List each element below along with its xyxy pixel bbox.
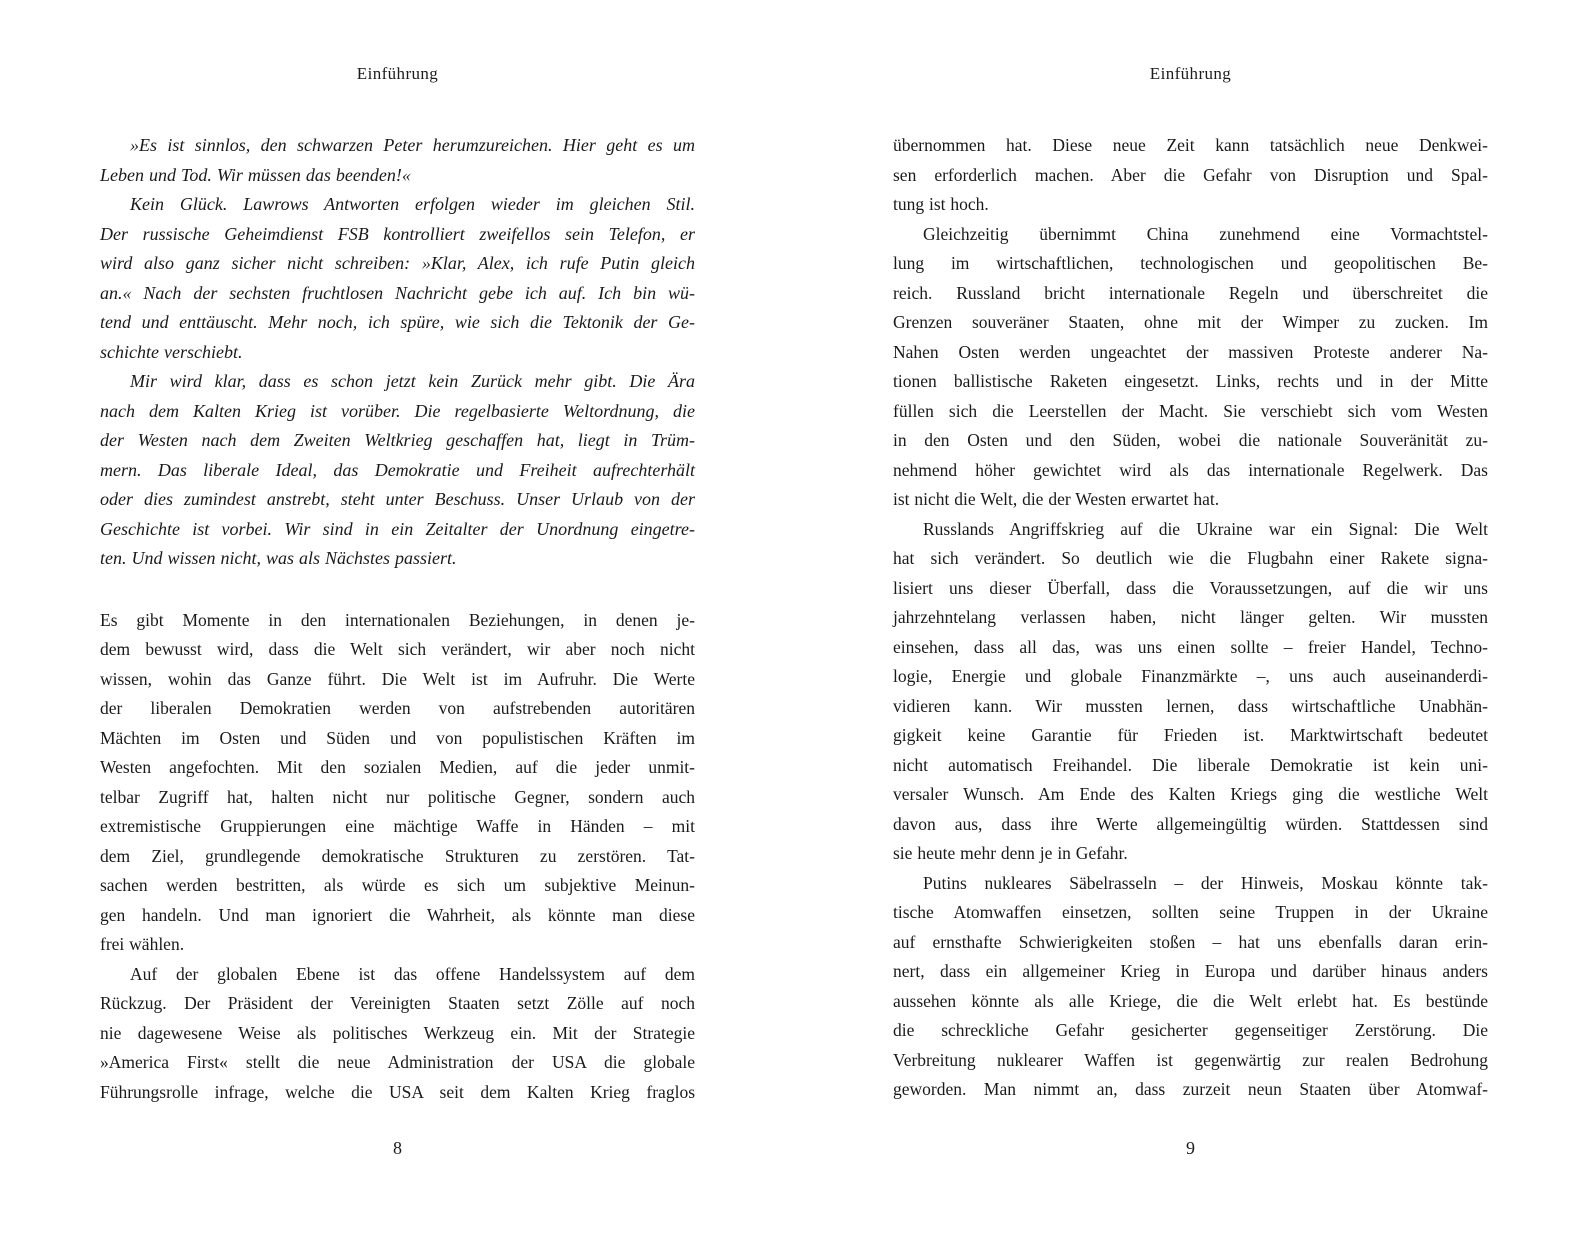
text-line: tend und enttäuscht. Mehr noch, ich spüre, wie sich die Tektonik der Ge- [100,312,695,332]
text-line: Nahen Osten werden ungeachtet der massiven Proteste anderer Na- [893,341,1488,362]
text-line: mern. Das liberale Ideal, das Demokratie und Freiheit aufrechterhält [100,459,695,480]
text-line: in den Osten und den Süden, wobei die nationale Souveränität zu- [893,430,1488,450]
page-body-right [893,131,1488,1105]
text-line: der liberalen Demokratien werden von aufstrebenden autoritären [100,698,695,718]
text-line: nert, dass ein allgemeiner Krieg in Europa und darüber hinaus anders [893,961,1488,981]
text-line: Gleichzeitig übernimmt China zunehmend eine Vormachtstel- [923,223,1488,244]
text-line: dem bewusst wird, dass die Welt sich verändert, wir aber noch nicht [100,639,695,659]
text-line: sachen werden bestritten, als würde es sich um subjektive Meinun- [100,875,695,895]
paragraph [100,606,695,960]
page-body-left [100,131,695,1107]
paragraph [893,131,1488,220]
page-right [893,0,1488,1240]
text-line: nehmend höher gewichtet wird als das internationale Regelwerk. Das [893,459,1488,480]
text-line: ten. Und wissen nicht, was als Nächstes passiert. [100,548,457,568]
page-number-right: 9 [1186,1138,1195,1158]
text-line: sie heute mehr denn je in Gefahr. [893,843,1128,863]
text-line: gen handeln. Und man ignoriert die Wahrheit, als könnte man diese [100,904,695,925]
text-line: Auf der globalen Ebene ist das offene Handelssystem auf dem [130,963,695,984]
text-line: hat sich verändert. So deutlich wie die Flugbahn einer Rakete signa- [893,548,1488,568]
text-line: Verbreitung nuklearer Waffen ist gegenwärtig zur realen Bedrohung [893,1049,1488,1070]
text-line: tionen ballistische Raketen eingesetzt. Links, rechts und in der Mitte [893,371,1488,391]
text-line: vidieren kann. Wir mussten lernen, dass wirtschaftliche Unabhän- [893,695,1488,716]
text-line: lung im wirtschaftlichen, technologischen und geopolitischen Be- [893,253,1488,273]
paragraph [100,131,695,190]
text-line: versaler Wunsch. Am Ende des Kalten Kriegs ging die westliche Welt [893,784,1488,804]
text-line: einsehen, dass all das, was uns einen sollte – freier Handel, Techno- [893,636,1488,657]
text-line: Grenzen souveräner Staaten, ohne mit der Wimper zu zucken. Im [893,312,1488,332]
page-number-left: 8 [393,1138,402,1158]
text-line: extremistische Gruppierungen eine mächtige Waffe in Händen – mit [100,816,695,836]
text-line: »Es ist sinnlos, den schwarzen Peter herumzureichen. Hier geht es um [130,135,695,155]
text-line: übernommen hat. Diese neue Zeit kann tatsächlich neue Denkwei- [893,135,1488,155]
paragraph [100,190,695,367]
paragraph [100,960,695,1108]
text-line: gigkeit keine Garantie für Frieden ist. Marktwirtschaft bedeutet [893,725,1488,745]
text-line: logie, Energie und globale Finanzmärkte –, uns auch auseinanderdi- [893,666,1488,686]
text-line: Führungsrolle infrage, welche die USA seit dem Kalten Krieg fraglos [100,1081,695,1102]
text-line: ist nicht die Welt, die der Westen erwartet hat. [893,489,1220,509]
text-line: oder dies zumindest anstrebt, steht unter Beschuss. Unser Urlaub von der [100,489,695,509]
text-line: Es gibt Momente in den internationalen Beziehungen, in denen je- [100,609,695,630]
text-line: an.« Nach der sechsten fruchtlosen Nachricht gebe ich auf. Ich bin wü- [100,282,695,303]
text-line: jahrzehntelang verlassen haben, nicht länger gelten. Wir mussten [893,607,1488,627]
text-line: der Westen nach dem Zweiten Weltkrieg geschaffen hat, liegt in Trüm- [100,430,695,450]
text-line: schichte verschiebt. [100,341,243,362]
text-line: sen erforderlich machen. Aber die Gefahr von Disruption und Spal- [893,164,1488,185]
text-line: reich. Russland bricht internationale Regeln und überschreitet die [893,282,1488,303]
text-line: Westen angefochten. Mit den sozialen Medien, auf die jeder unmit- [100,757,695,777]
text-line: nie dagewesene Weise als politisches Werkzeug ein. Mit der Strategie [100,1022,695,1043]
text-line: aussehen könnte als alle Kriege, die die Welt erlebt hat. Es bestünde [893,990,1488,1011]
text-line: Rückzug. Der Präsident der Vereinigten Staaten setzt Zölle auf noch [100,993,695,1013]
text-line: Putins nukleares Säbelrasseln – der Hinweis, Moskau könnte tak- [923,872,1488,893]
text-line: Kein Glück. Lawrows Antworten erfolgen wieder im gleichen Stil. [130,194,695,214]
text-line: Mir wird klar, dass es schon jetzt kein Zurück mehr gibt. Die Ära [130,371,695,391]
text-line: auf ernsthafte Schwierigkeiten stoßen – hat uns ebenfalls daran erin- [893,931,1488,952]
text-line: Leben und Tod. Wir müssen das beenden!« [100,164,411,185]
paragraph [893,515,1488,869]
running-header-right: Einführung [1149,64,1232,83]
text-line: dem Ziel, grundlegende demokratische Strukturen zu zerstören. Tat- [100,845,695,866]
page-left [100,0,695,1240]
text-line: Mächten im Osten und Süden und von populistischen Kräften im [100,727,695,748]
text-line: wird also ganz sicher nicht schreiben: »Klar, Alex, ich rufe Putin gleich [100,253,695,273]
text-line: telbar Zugriff hat, halten nicht nur politische Gegner, sondern auch [100,786,695,807]
text-line: lisiert uns dieser Überfall, dass die Voraussetzungen, auf die wir uns [893,577,1488,598]
text-line: füllen sich die Leerstellen der Macht. Sie verschiebt sich vom Westen [893,400,1488,421]
text-line: davon aus, dass ihre Werte allgemeingültig würden. Stattdessen sind [893,813,1488,834]
text-line: nach dem Kalten Krieg ist vorüber. Die regelbasierte Weltordnung, die [100,400,695,421]
paragraph [893,869,1488,1105]
text-line: frei wählen. [100,934,185,954]
text-line: die schreckliche Gefahr gesicherter gegenseitiger Zerstörung. Die [893,1020,1488,1040]
text-line: Der russische Geheimdienst FSB kontrolliert zweifellos sein Telefon, er [100,223,695,244]
paragraph [893,220,1488,515]
text-line: tung ist hoch. [893,194,989,214]
text-line: »America First« stellt die neue Administration der USA die globale [100,1052,695,1072]
text-line: wissen, wohin das Ganze führt. Die Welt ist im Aufruhr. Die Werte [100,668,695,689]
text-line: tische Atomwaffen einsetzen, sollten seine Truppen in der Ukraine [893,902,1488,922]
text-line: Geschichte ist vorbei. Wir sind in ein Zeitalter der Unordnung eingetre- [100,518,695,539]
text-line: Russlands Angriffskrieg auf die Ukraine war ein Signal: Die Welt [923,518,1488,539]
running-header-left: Einführung [356,64,439,83]
text-line: geworden. Man nimmt an, dass zurzeit neun Staaten über Atomwaf- [893,1079,1488,1099]
paragraph [100,367,695,574]
text-line: nicht automatisch Freihandel. Die liberale Demokratie ist kein uni- [893,754,1488,775]
